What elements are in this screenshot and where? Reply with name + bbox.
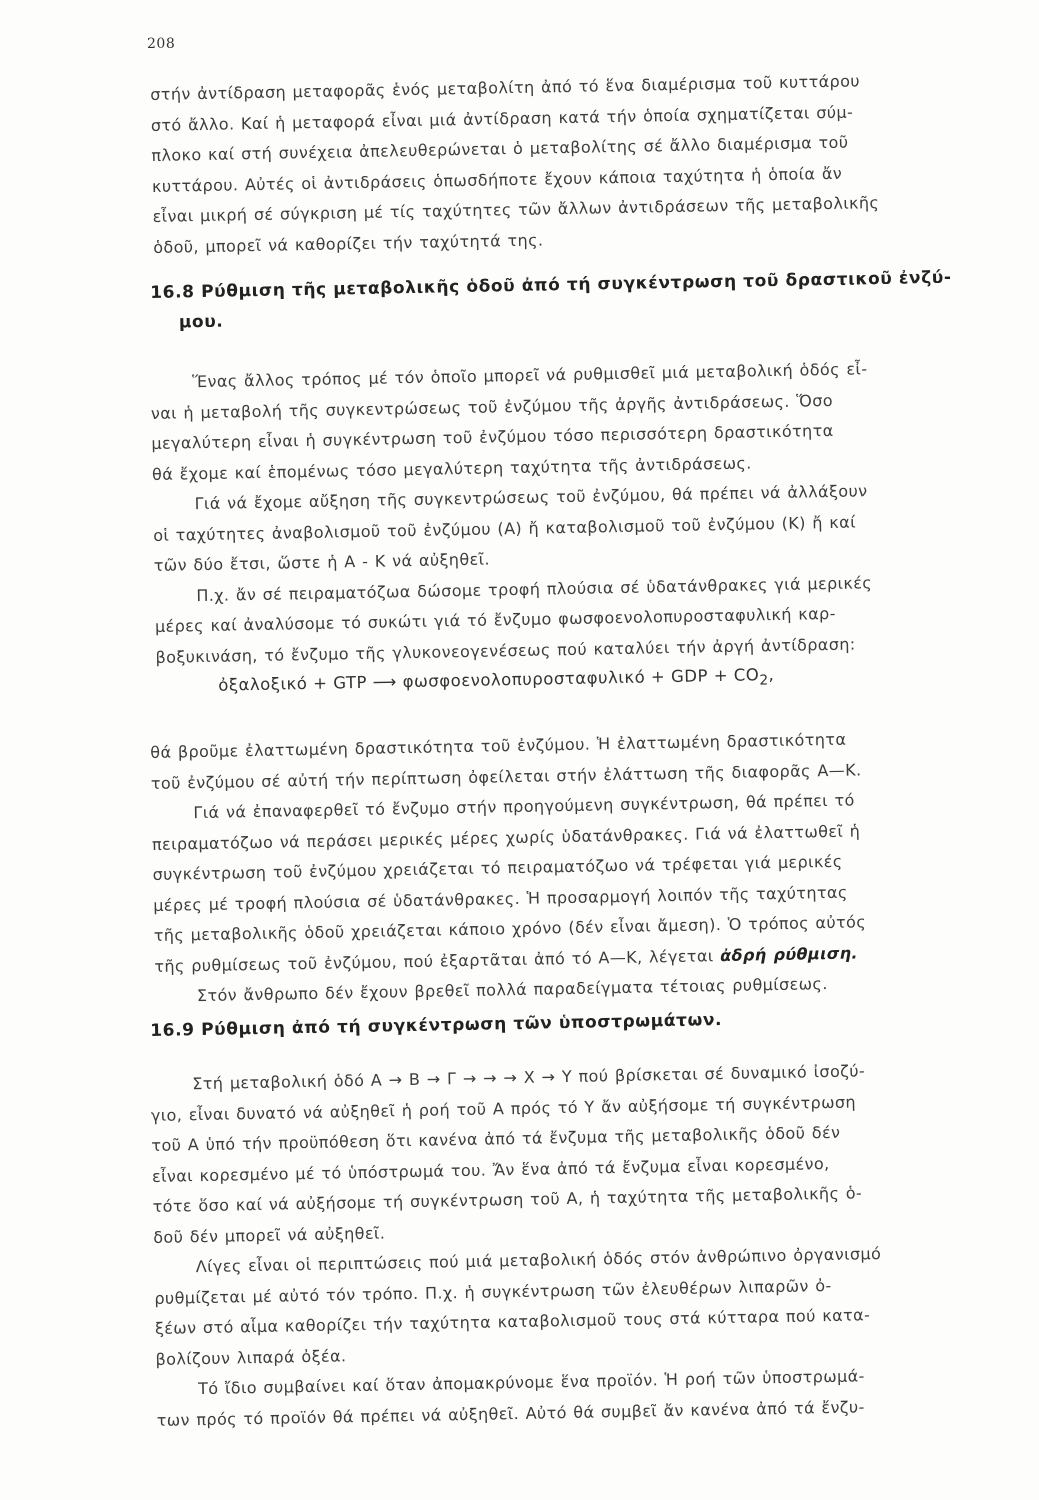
equation-product-2: GDP xyxy=(670,666,709,686)
text-line: Λίγες εἶναι οἱ περιπτώσεις πού μιά μεταβολική ὁδός στόν ἀνθρώπινο ὀργανισμό xyxy=(195,1243,882,1277)
text-line: τοῦ Α ὑπό τήν προϋπόθεση ὅτι κανένα ἀπό τά ἔνζυμα τῆς μεταβολικῆς ὁδοῦ δέν xyxy=(151,1122,841,1155)
text-line: μέρες μέ τροφή πλούσια σέ ὑδατάνθρακες. Ἡ προσαρμογή λοιπόν τῆς ταχύτητας xyxy=(153,882,848,915)
text-line: συγκέντρωση τοῦ ἐνζύμου χρειάζεται τό πειραματόζωο νά τρέφεται γιά μερικές xyxy=(152,851,843,884)
text-line: Τό ἴδιο συμβαίνει καί ὅταν ἀπομακρύνομε ἕνα προϊόν. Ἡ ροή τῶν ὑποστρωμά- xyxy=(197,1366,865,1399)
equation-product: φωσφοενολοπυροσταφυλικό xyxy=(402,667,646,692)
text-line: δοῦ δέν μπορεῖ νά αὐξηθεῖ. xyxy=(153,1223,386,1247)
section-heading-line: 16.8 Ρύθμιση τῆς μεταβολικῆς ὁδοῦ ἀπό τή συγκέντρωση τοῦ δραστικοῦ ἐνζύ- xyxy=(150,267,952,303)
text-line: των πρός τό προϊόν θά πρέπει νά αὐξηθεῖ. Αὐτό θά συμβεῖ ἄν κανένα ἀπό τά ἔνζυ- xyxy=(156,1396,865,1430)
text-line: μέρες καί ἀναλύσομε τό συκώτι γιά τό ἔνζυμο φωσφοενολοπυροσταφυλική καρ- xyxy=(154,603,836,636)
equation-subscript: 2 xyxy=(759,672,769,689)
text-line: ναι ἡ μεταβολή τῆς συγκεντρώσεως τοῦ ἐνζύμου τῆς ἀργῆς ἀντιδράσεως. Ὅσο xyxy=(150,390,834,423)
equation-comma: , xyxy=(768,665,775,685)
text-line: Γιά νά ἔχομε αὔξηση τῆς συγκεντρώσεως τοῦ ἐνζύμου, θά πρέπει νά ἀλλάξουν xyxy=(194,481,868,514)
text-line: Γιά νά ἐπαναφερθεῖ τό ἔνζυμο στήν προηγούμενη συγκέντρωση, θά πρέπει τό xyxy=(193,790,855,823)
section-heading-line: 16.9 Ρύθμιση ἀπό τή συγκέντρωση τῶν ὑποστρωμάτων. xyxy=(150,1010,723,1041)
text-line: στήν ἀντίδραση μεταφορᾶς ἑνός μεταβολίτη ἀπό τό ἕνα διαμέρισμα τοῦ κυττάρου xyxy=(150,71,861,104)
reaction-arrow-icon: ⟶ xyxy=(372,672,398,692)
text-line: Π.χ. ἄν σέ πειραματόζωα δώσομε τροφή πλούσια σέ ὑδατάνθρακες γιά μερικές xyxy=(196,572,873,605)
equation-plus: + xyxy=(312,673,328,693)
equation-reactant: ὀξαλοξικό xyxy=(218,673,308,695)
text-line: ρυθμίζεται μέ αὐτό τόν τρόπο. Π.χ. ἡ συγκέντρωση τῶν ἐλευθέρων λιπαρῶν ὀ- xyxy=(154,1275,832,1308)
text-line: βολίζουν λιπαρά ὀξέα. xyxy=(155,1345,347,1369)
text-line: πειραματόζωο νά περάσει μερικές μέρες χωρίς ὑδατάνθρακες. Γιά νά ἐλαττωθεῖ ἡ xyxy=(151,820,861,854)
equation-co: CO xyxy=(733,665,760,685)
text-line: μεγαλύτερη εἶναι ἡ συγκέντρωση τοῦ ἐνζύμου τόσο περισσότερη δραστικότητα xyxy=(151,420,834,453)
text-line: θά ἔχομε καί ἑπομένως τόσο μεγαλύτερη ταχύτητα τῆς ἀντιδράσεως. xyxy=(151,452,752,484)
text-line: κυττάρου. Αὐτές οἱ ἀντιδράσεις ὁπωσδήποτε ἔχουν κάποια ταχύτητα ἡ ὁποία ἄν xyxy=(151,163,843,196)
text-line: οἱ ταχύτητες ἀναβολισμοῦ τοῦ ἐνζύμου (Α) ἤ καταβολισμοῦ τοῦ ἐνζύμου (Κ) ἤ καί xyxy=(153,511,857,545)
text-line: τῆς μεταβολικῆς ὁδοῦ χρειάζεται κάποιο χρόνο (δέν εἶναι ἄμεση). Ὁ τρόπος αὐτός xyxy=(153,912,867,945)
text-line: γιο, εἶναι δυνατό νά αὐξηθεῖ ἡ ροή τοῦ Α πρός τό Υ ἄν αὐξήσομε τή συγκέντρωση xyxy=(150,1091,857,1125)
equation-product-3 xyxy=(733,665,775,689)
text-line: τοῦ ἐνζύμου σέ αὐτή τήν περίπτωση ὀφείλεται στήν ἐλάττωση τῆς διαφορᾶς Α—Κ. xyxy=(150,759,862,793)
page-number: 208 xyxy=(147,36,176,52)
section-16-9-body xyxy=(150,1053,1037,1436)
text-line: εἶναι μικρή σέ σύγκριση μέ τίς ταχύτητες τῶν ἄλλων ἀντιδράσεων τῆς μεταβολικῆς xyxy=(152,193,880,226)
section-16-8-body xyxy=(150,351,1036,673)
text-line: τῶν δύο ἔτσι, ὥστε ἡ Α - Κ νά αὐξηθεῖ. xyxy=(153,549,491,575)
text-line: θά βροῦμε ἐλαττωμένη δραστικότητα τοῦ ἐνζύμου. Ἡ ἐλαττωμένη δραστικότητα xyxy=(150,729,847,762)
text-line: Στή μεταβολική ὁδό Α → Β → Γ → → → Χ → Υ πού βρίσκεται σέ δυναμικό ἰσοζύ- xyxy=(192,1061,866,1094)
text-line: πλοκο καί στή συνέχεια ἀπελευθερώνεται ὁ μεταβολίτης σέ ἄλλο διαμέρισμα τοῦ xyxy=(151,132,849,165)
text-line: στό ἄλλο. Καί ἡ μεταφορά εἶναι μιά ἀντίδραση κατά τήν ὁποία σχηματίζεται σύμ- xyxy=(150,102,854,135)
text-line: βοξυκινάση, τό ἔνζυμο τῆς γλυκονεογενέσεως πού καταλύει τήν ἀργή ἀντίδραση: xyxy=(155,634,856,667)
text-line-prefix: τῆς ρυθμίσεως τοῦ ἐνζύμου, πού ἐξαρτᾶται ἀπό τό Α—Κ, λέγεται xyxy=(154,945,721,976)
text-line: Στόν ἄνθρωπο δέν ἔχουν βρεθεῖ πολλά παραδείγματα τέτοιας ρυθμίσεως. xyxy=(196,974,828,1006)
section-16-8-body-continued xyxy=(150,721,1035,1012)
text-line: ξέων στό αἷμα καθορίζει τήν ταχύτητα καταβολισμοῦ τους στά κύτταρα πού κατα- xyxy=(154,1305,871,1338)
equation-cofactor: GTP xyxy=(333,672,368,693)
text-line: εἶναι κορεσμένο μέ τό ὑπόστρωμά του. Ἄν ἕνα ἀπό τά ἔνζυμα εἶναι κορεσμένο, xyxy=(151,1153,830,1186)
intro-paragraph xyxy=(150,63,1033,263)
text-line: ὁδοῦ, μπορεῖ νά καθορίζει τήν ταχύτητά της. xyxy=(153,229,544,257)
section-heading-line: μου. xyxy=(178,311,224,333)
text-line: τότε ὅσο καί νά αὐξήσομε τή συγκέντρωση τοῦ Α, ἡ ταχύτητα τῆς μεταβολικῆς ὁ- xyxy=(152,1183,863,1216)
emphasized-term: ἀδρή ρύθμιση. xyxy=(719,942,859,965)
equation-plus: + xyxy=(650,667,666,687)
equation-plus: + xyxy=(713,665,729,686)
section-16-8-heading xyxy=(150,261,1031,338)
text-line: Ἕνας ἄλλος τρόπος μέ τόν ὁποῖο μπορεῖ νά ρυθμισθεῖ μιά μεταβολική ὁδός εἶ- xyxy=(192,359,868,392)
